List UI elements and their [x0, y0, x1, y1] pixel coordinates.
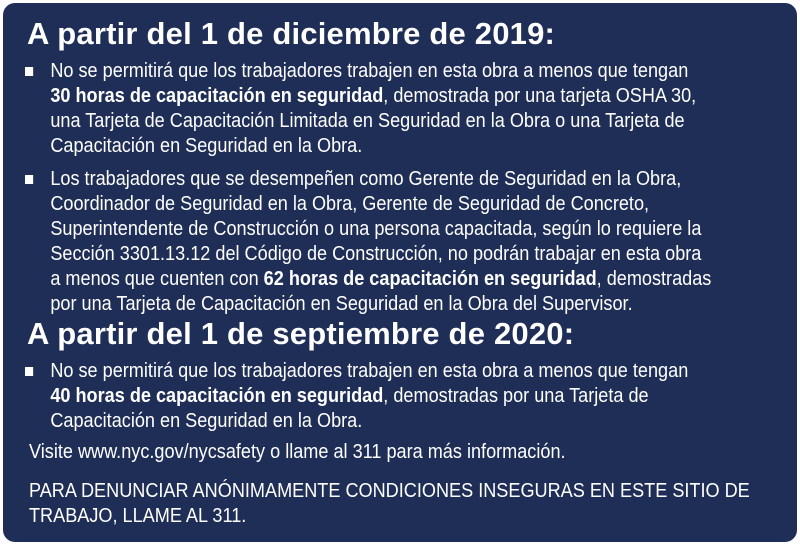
- report-line-2: TRABAJO, LLAME AL 311.: [29, 505, 247, 527]
- bullet-square-icon: [25, 367, 33, 376]
- bold-hours: 30 horas de capacitación en seguridad: [50, 85, 384, 107]
- visit-info-line: Visite www.nyc.gov/nycsafety o llame al 311 para más información.: [29, 441, 566, 463]
- bullet-item-40-hours: [25, 359, 713, 434]
- bullet-text: No se permitirá que los trabajadores trabajen en esta obra a menos que tengan 30 horas de capacitación en seguridad, demostrada por una tarjeta OSHA 30, una Tarjeta de Capacitación Limitada en Seguridad en la Obra o una Tarjeta de Capacitación en Seguridad en la Obra.: [50, 60, 697, 157]
- bullet-item-30-hours: [25, 59, 713, 159]
- bold-hours: 62 horas de capacitación en seguridad: [263, 268, 597, 290]
- heading-december-2019: A partir del 1 de diciembre de 2019:: [27, 16, 556, 51]
- report-line-1: PARA DENUNCIAR ANÓNIMAMENTE CONDICIONES INSEGURAS EN ESTE SITIO DE: [29, 480, 750, 502]
- safety-sign: [3, 3, 797, 542]
- bullet-text: Los trabajadores que se desempeñen como Gerente de Seguridad en la Obra, Coordinador de Seguridad en la Obra, Gerente de Seguridad de Concreto, Superintendente de Construcción o una persona capacitada, según lo requiere la Sección 3301.13.12 del Código de Construcción, no podrán trabajar en esta obra a menos que cuenten con 62 horas de capacitación en seguridad, demostradas por una Tarjeta de Capacitación en Seguridad en la Obra del Supervisor.: [50, 168, 712, 315]
- bold-hours: 40 horas de capacitación en seguridad: [50, 385, 384, 407]
- bullet-square-icon: [25, 67, 33, 76]
- bullet-square-icon: [25, 175, 33, 184]
- bullet-text: No se permitirá que los trabajadores trabajen en esta obra a menos que tengan 40 horas de capacitación en seguridad, demostradas por una Tarjeta de Capacitación en Seguridad en la Obra.: [50, 360, 689, 432]
- heading-september-2020: A partir del 1 de septiembre de 2020:: [27, 316, 575, 351]
- bullet-item-62-hours: [25, 167, 713, 317]
